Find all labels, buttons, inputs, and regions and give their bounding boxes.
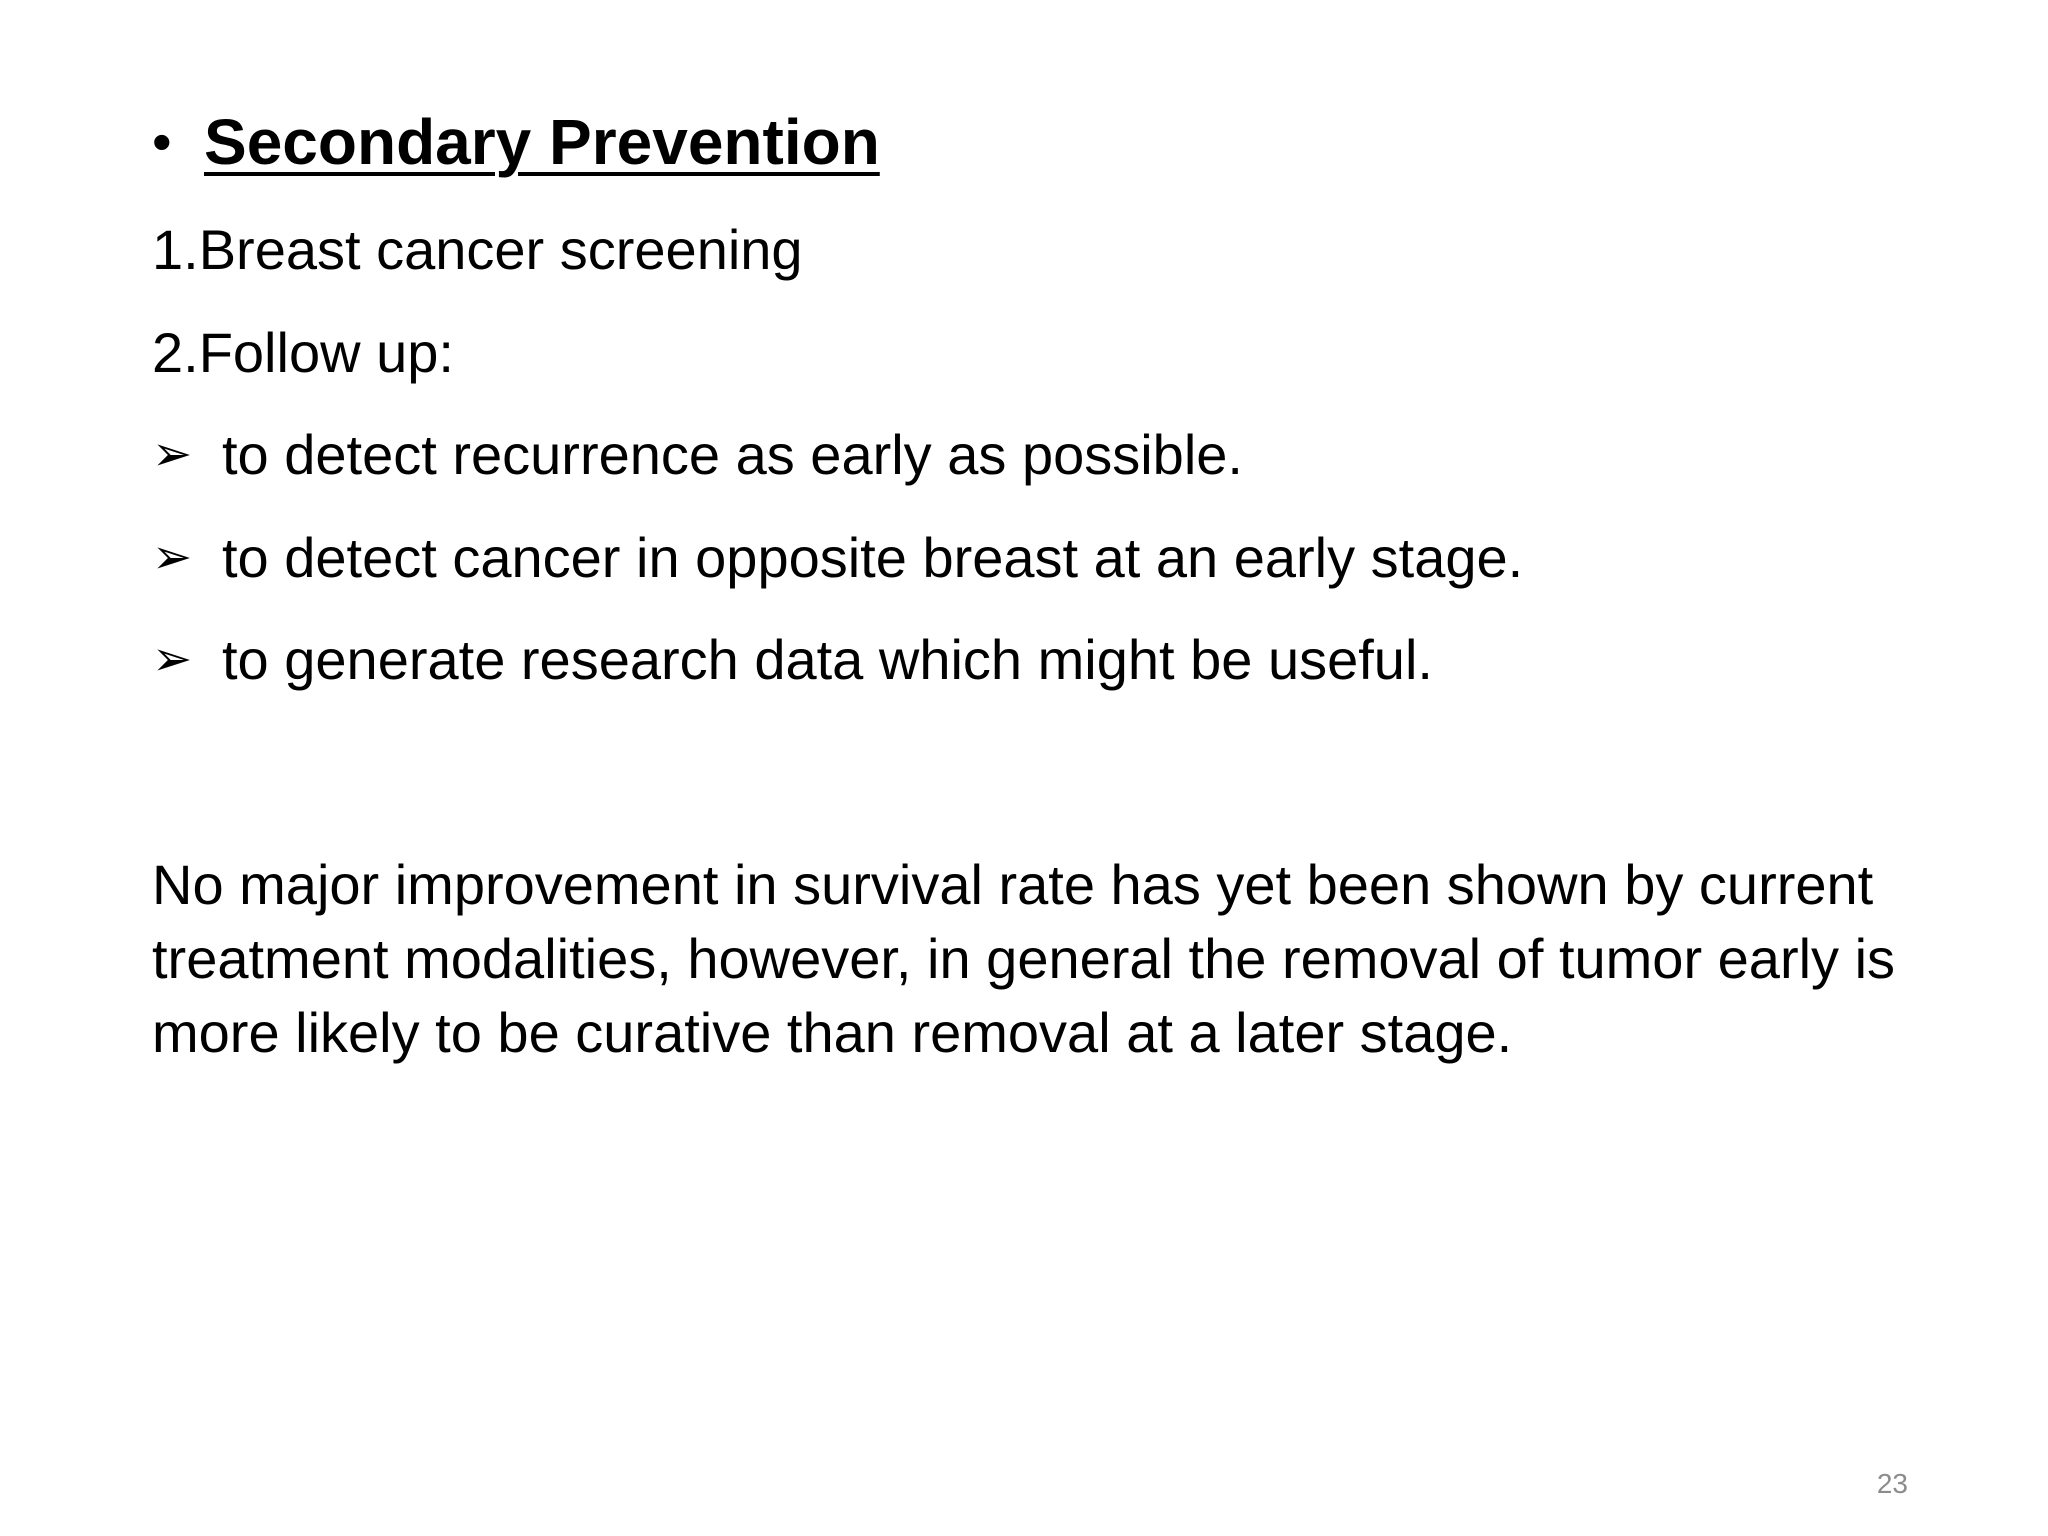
- slide-number: 23: [1876, 1468, 1908, 1499]
- subpoint-3: [152, 626, 1433, 693]
- arrow-bullet-icon: ➢: [152, 428, 193, 481]
- subpoint-text: to detect cancer in opposite breast at an early stage.: [222, 526, 1524, 589]
- heading-text: Secondary Prevention: [204, 106, 880, 178]
- item-number: 2.: [152, 321, 199, 384]
- numbered-item-2: [152, 319, 454, 386]
- subpoint-2: [152, 524, 1523, 591]
- item-text: Breast cancer screening: [198, 218, 803, 281]
- subpoint-text: to detect recurrence as early as possible.: [222, 423, 1243, 486]
- arrow-bullet-icon: ➢: [152, 633, 193, 686]
- subpoint-text: to generate research data which might be useful.: [222, 628, 1433, 691]
- bullet-icon: •: [152, 110, 172, 173]
- numbered-item-1: [152, 216, 803, 283]
- arrow-bullet-icon: ➢: [152, 531, 193, 584]
- item-text: Follow up:: [198, 321, 454, 384]
- item-number: 1.: [152, 218, 199, 281]
- subpoint-1: [152, 421, 1243, 488]
- slide-heading: [152, 92, 880, 192]
- summary-paragraph: No major improvement in survival rate has yet been shown by current treatment modalities, however, in general the removal of tumor early is more likely to be curative than removal at a later stage.: [152, 853, 1896, 1064]
